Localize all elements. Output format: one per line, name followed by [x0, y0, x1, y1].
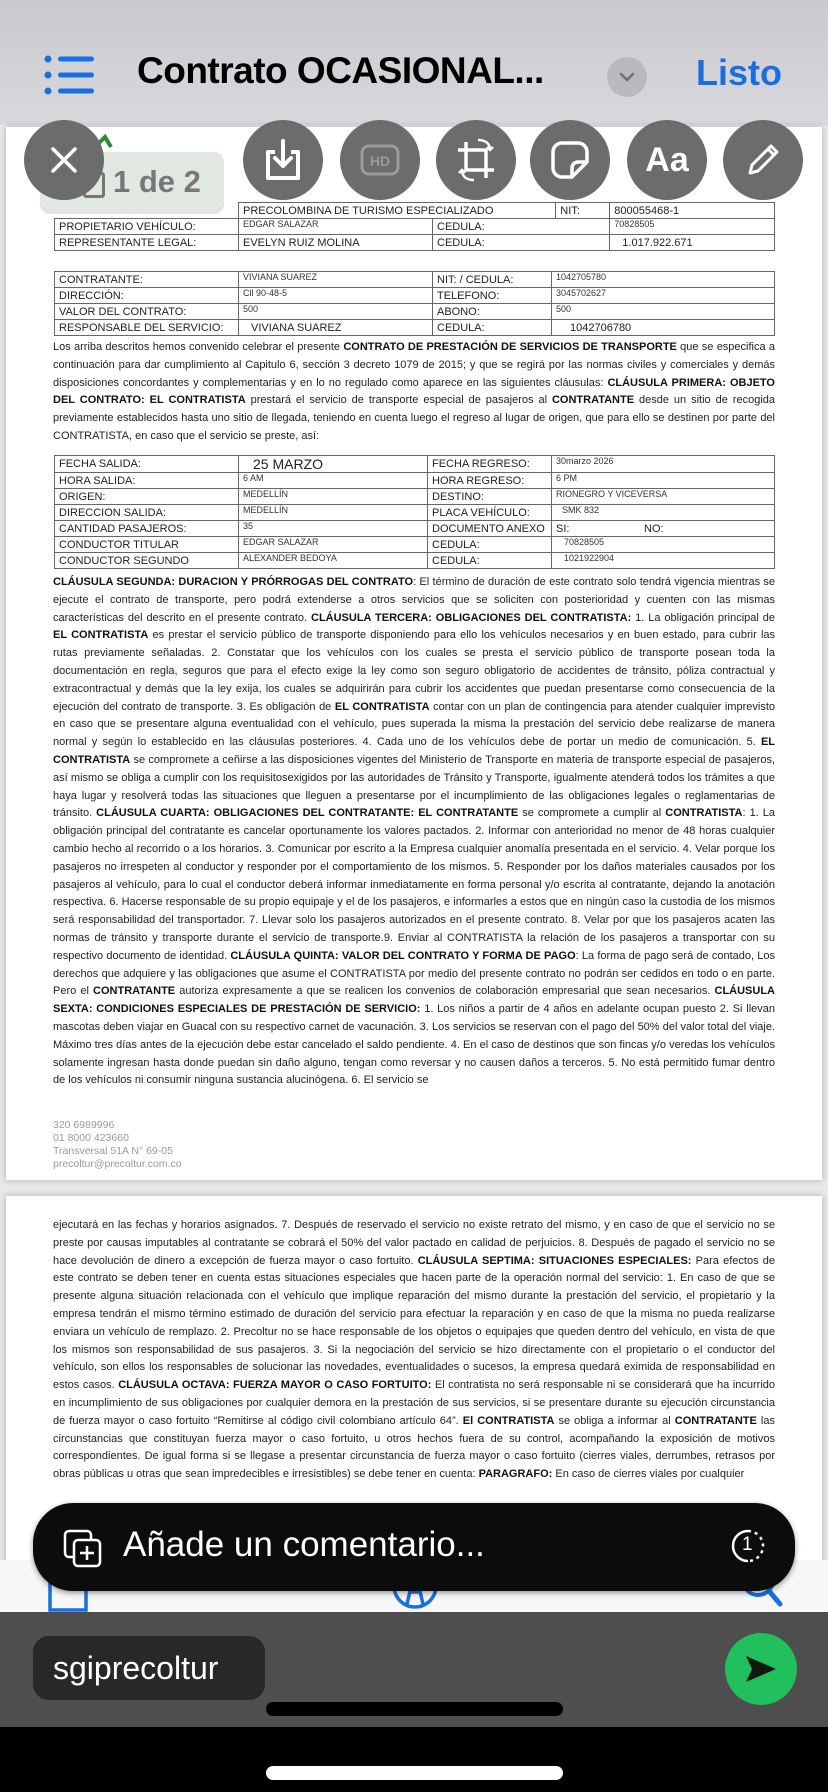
text: autoriza expresamente a que se realicen los convenios de colaboración empresarial que sean necesarios.	[175, 985, 715, 998]
table-row	[55, 553, 775, 569]
footer-email: precoltur@precoltur.com.co	[53, 1158, 182, 1170]
cell-label: NIT: / CEDULA:	[433, 272, 552, 288]
cell-value: 3045702627	[552, 288, 775, 304]
navigation-bar	[0, 0, 828, 125]
cell-label: DOCUMENTO ANEXO	[428, 521, 552, 537]
cell-label: CEDULA:	[433, 320, 552, 336]
cell-value: 6 PM	[552, 473, 775, 489]
footer-address: Transversal 51A N° 69-05	[53, 1145, 173, 1157]
text: ejecutará en las fechas y horarios asignados. 7. Después de reservado el servicio no existe retrato del mismo, y en caso de que el servicio no se preste por causas imputables al contratante se cobrará el 50% del valor pactado en calidad de perjuicios. 8. Después de pagado el servicio no se hace devolución de dinero a excepción de fuerza mayor o caso fortuito.	[53, 1219, 775, 1267]
table-row	[55, 272, 775, 288]
company-contact-footer	[53, 1119, 182, 1171]
list-icon[interactable]	[44, 55, 96, 95]
bold-text: CONTRATANTE	[551, 394, 635, 407]
table-row	[55, 235, 775, 251]
cell-label: CANTIDAD PASAJEROS:	[55, 521, 239, 537]
cell-value: 35	[239, 521, 428, 537]
clause-heading: CLÁUSULA SEPTIMA: SITUACIONES ESPECIALES:	[417, 1254, 692, 1267]
text: : La forma de pago será de contado, Los derechos que adquiere y las obligaciones que asume el CONTRATISTA por medio del presente contrato no podrán ser cedidos en todo o en parte. Pero el	[53, 949, 775, 998]
cell-label: HORA REGRESO:	[428, 473, 552, 489]
cell-label: CEDULA:	[433, 219, 610, 235]
cell-label: PLACA VEHÍCULO:	[428, 505, 552, 521]
bold-text: EL CONTRATISTA	[53, 736, 775, 766]
annex-yes: SI:	[552, 521, 641, 537]
text: En caso de cierres viales por cualquier	[552, 1468, 745, 1481]
save-icon	[263, 138, 303, 182]
cell-label: PROPIETARIO VEHÍCULO:	[55, 219, 239, 235]
text-button[interactable]	[627, 120, 707, 200]
table-row	[55, 537, 775, 553]
cell-value: MEDELLÍN	[239, 505, 428, 521]
text: se compromete a ceñirse a las disposiciones vigentes del Ministerio de Transporte en materia de transporte especial de pasajeros, así mismo se obliga a cumplir con los requisitosexigidos por las autoridades de Tránsito y Transporte, igualmente atenderá todos los trámites a que haya lugar y resolverá todas las situaciones que lleguen a presentarse por el incumplimiento de las obligaciones legales o reglamentarias de tránsito.	[53, 753, 775, 820]
cell-label: FECHA REGRESO:	[428, 456, 552, 473]
cell-label: TELEFONO:	[433, 288, 552, 304]
comment-placeholder[interactable]: Añade un comentario...	[123, 1525, 485, 1564]
cell-value: 70828505	[552, 537, 775, 553]
cell-value: 1042706780	[552, 320, 775, 336]
table-row	[55, 304, 775, 320]
home-indicator[interactable]	[266, 1766, 563, 1780]
close-icon	[49, 145, 79, 175]
clause-heading: CLÁUSULA OCTAVA: FUERZA MAYOR O CASO FORTUITO:	[118, 1379, 432, 1392]
text: : 1. La obligación principal del contratante es cancelar oportunamente los valores pactados. 2. Informar con anterioridad no menor de 48 horas cualquier cambio hecho al recorrido o a los horarios. 3. Comunicar por escrito a la Empresa cualquier anomalía presentada en el servicio. 4. Velar porque los pasajeros no irrespeten al conductor y responder por el comportamiento de los mismos. 5. Responder por los daños materiales causados por los pasajeros al vehículo, para lo cual el conductor deberá informar inmediatamente en forma personal y/o escrita al contratante, dejando la anotación respectiva. 6. Hacerse responsable de su propio equipaje y el de los pasajeros, e informarles a estos que en ningún caso la custodia de los mismos será responsabilidad del transportador. 7. Llevar solo los pasajeros autorizados en el presente contrato. 8. Velar por que los pasajeros acaten las normas de tránsito y transporte durante el servicio de transporte.9. Enviar al CONTRATISTA la relación de los pasajeros a transportar con su respectivo documento de identidad.	[53, 807, 776, 962]
cell-value: ALEXANDER BEDOYA	[239, 553, 428, 569]
draw-button[interactable]	[723, 120, 803, 200]
table-row	[55, 320, 775, 336]
cell-value: 500	[552, 304, 775, 320]
cell-label: CEDULA:	[428, 537, 552, 553]
view-once-button[interactable]	[731, 1529, 765, 1563]
sheet-grabber[interactable]	[266, 1702, 563, 1716]
bold-text: EL CONTRATISTA	[334, 700, 430, 713]
cell-label: ABONO:	[433, 304, 552, 320]
text: : El término de duración de este contrato solo tendrá vigencia mientras se ejecute el contrato de transporte, pero podrá extenderse a otros servicios que se soliciten con posterioridad y cuenten con las mismas características del descrito en el presente contrato.	[53, 576, 776, 624]
cell-label: CEDULA:	[433, 235, 610, 251]
crop-rotate-button[interactable]	[436, 120, 516, 200]
clause-heading: CLÁUSULA TERCERA: OBLIGACIONES DEL CONTRATISTA:	[311, 611, 632, 624]
sticker-button[interactable]	[530, 120, 610, 200]
text: El contratista no será responsable ni se considerará que ha incurrido en incumplimiento de sus obligaciones por cualquier demora en la prestación de sus servicios, si se presentare durante su ejecución circunstancia de fuerza mayor o caso fortuito “Remitirse al código civil colombiano artículo 64”.	[53, 1379, 775, 1427]
cell-value: Cll 90-48-5	[239, 288, 433, 304]
close-button[interactable]	[24, 120, 104, 200]
table-row	[55, 288, 775, 304]
trip-table	[54, 455, 775, 569]
text: 1. Los niños a partir de 4 años en adelante ocupan puesto 2. Si llevan mascotas deben viajar en Guacal con su respectivo carnet de vacunación. 3. Los servicios se reservan con el pago del 50% del valor total del viaje. Máximo tres días antes de la ejecución debe estar cancelado el saldo pendiente. 4. En el caso de destinos que son fincas y/o veredas los vehículos solamente ingresan hasta donde puedan sin daño alguno, tengan como reversar y no causen daños a terceros. 5. No está permitido fumar dentro de los vehículos ni consumir ninguna sustancia alucinógena. 6. El servicio se	[53, 1003, 776, 1087]
cell-label: ORIGEN:	[55, 489, 239, 505]
cell-value: EDGAR SALAZAR	[239, 219, 433, 235]
text: prestará el servicio de transporte especial de pasajeros al	[245, 394, 552, 407]
clause-heading: CLÁUSULA QUINTA: VALOR DEL CONTRATO Y FORMA DE PAGO	[230, 949, 576, 962]
recipient-name: sgiprecoltur	[53, 1650, 219, 1686]
clause-heading: CLÁUSULA SEXTA: CONDICIONES ESPECIALES DE PRESTACIÓN DE SERVICIO:	[53, 985, 775, 1016]
cell-value: 500	[239, 304, 433, 320]
bold-text: PARAGRAFO:	[478, 1468, 553, 1481]
contract-clauses-page-2	[53, 1217, 775, 1507]
clause-heading: CLÁUSULA PRIMERA: OBJETO DEL CONTRATO: EL CONTRATISTA	[53, 376, 775, 407]
clause-heading: CLÁUSULA SEGUNDA: DURACION Y PRÓRROGAS DEL CONTRATO	[53, 576, 414, 588]
cell-value: 30marzo 2026	[552, 456, 775, 473]
cell-value: EVELYN RUIZ MOLINA	[239, 235, 433, 251]
crop-rotate-icon	[454, 136, 498, 184]
cell-value: VIVIANA SUAREZ	[239, 272, 433, 288]
cell-label: CONDUCTOR TITULAR	[55, 537, 239, 553]
document-title[interactable]: Contrato OCASIONAL...	[137, 50, 544, 91]
cell-label: FECHA SALIDA:	[55, 456, 239, 473]
cell-value: EDGAR SALAZAR	[239, 537, 428, 553]
chevron-down-icon	[619, 72, 635, 82]
cell-value: VIVIANA SUAREZ	[239, 320, 433, 336]
company-nit: 800055468-1	[610, 203, 775, 219]
send-icon	[744, 1654, 778, 1684]
text: es prestar el servicio público de transporte disponiendo para ello los vehículos necesarios y en buen estado, para cubrir las rutas previamente señaladas. 2. Constatar que los vehículos con los cuales se presta el servicio público de transporte posean toda la documentación en regla, seguros que para el efecto exige la ley como son seguro obligatorio de accidentes de tránsito, póliza contractual y extracontractual y demás que la ley exija, los cuales se adquirirán para cubrir los accidentes que puedan presentarse como consecuencia de la ejecución del contrato de transporte. 3. Es obligación de	[53, 629, 776, 713]
home-indicator-area	[0, 1727, 828, 1792]
cell-value: 25 MARZO	[239, 456, 428, 473]
bold-text: CONTRATANTE	[674, 1414, 757, 1427]
text: las circunstancias que constituyan fuerza mayor o caso fortuito, u otros hechos fuera de su control, acompañando la exposición de motivos correspondientes. De igual forma si se llegase a presentar circunstancia de fuerza mayor o caso fortuito (cierres viales, derrumbes, retrasos por obras públicas u otras que sean impredecibles e irresistibles) se debe tener en cuenta:	[53, 1414, 775, 1481]
cell-label: CONTRATANTE:	[55, 272, 239, 288]
table-row	[55, 505, 775, 521]
text: se obliga a informar al	[554, 1414, 675, 1427]
text: 1. La obligación principal de	[631, 611, 776, 624]
cell-value: SMK 832	[552, 505, 775, 521]
table-row	[55, 456, 775, 473]
footer-phone: 01 8000 423660	[53, 1132, 129, 1144]
cell-label: HORA SALIDA:	[55, 473, 239, 489]
svg-text:HD: HD	[369, 153, 391, 169]
cell-value: 1042705780	[552, 272, 775, 288]
text: que se especifica a continuación para dar cumplimiento al Capitulo 6, sección 3 decreto 1079 de 2015; y que se regirá por las normas civiles y comerciales y demás disposiciones concordantes y complementarias y en lo no regulado como aparece en las siguientes cláusulas:	[53, 341, 775, 389]
cell-value: RIONEGRO Y VICEVERSA	[552, 489, 775, 505]
text: Para efectos de este contrato se deben tener en cuenta estas situaciones especiales que hacen parte de la operación normal del servicio: 1. En caso de que se presente alguna situación relacionada con el vehículo que implique reparación del mismo durante la prestación del servicio, el propietario y la empresa tendrán el mismo término estimado de duración del servicio para efectuar la reparación y en caso de que la misma no pueda realizarse enviara un vehículo de remplazo. 2. Precoltur no se hace responsable de los objetos o equipajes que queden dentro del vehículo, en vista de que los mismos son responsabilidad de sus pasajeros. 3. Si la negociación del servicio se hizo directamente con el propietario o el conductor del vehículo, son ellos los responsables de solucionar las novedades, eventualidades o sucesos, la empresa quedará eximida de responsabilidad en estos casos.	[53, 1254, 775, 1392]
company-name: PRECOLOMBINA DE TURISMO ESPECIALIZADO	[239, 203, 556, 219]
hd-button[interactable]	[340, 120, 420, 200]
sticker-icon	[550, 140, 590, 180]
pencil-icon	[744, 141, 782, 179]
table-row	[55, 473, 775, 489]
done-button[interactable]: Listo	[696, 52, 782, 93]
cell-value: 70828505	[610, 219, 775, 235]
table-row	[55, 219, 775, 235]
text: se compromete a cumplir al	[518, 807, 666, 820]
cell-value: 6 AM	[239, 473, 428, 489]
bold-text: CONTRATISTA	[665, 807, 743, 820]
cell-label: DIRECCION SALIDA:	[55, 505, 239, 521]
cell-label: DIRECCIÓN:	[55, 288, 239, 304]
cell-label: DESTINO:	[428, 489, 552, 505]
bold-text: CONTRATANTE	[93, 985, 176, 998]
bold-text: CONTRATO DE PRESTACIÓN DE SERVICIOS DE TRANSPORTE	[343, 341, 677, 353]
cell-value: MEDELLÍN	[239, 489, 428, 505]
clause-heading: CLÁUSULA CUARTA: OBLIGACIONES DEL CONTRATANTE: EL CONTRATANTE	[96, 807, 519, 820]
bold-text: EL CONTRATISTA	[53, 629, 149, 642]
cell-value: 1021922904	[552, 553, 775, 569]
contract-intro	[53, 339, 775, 446]
table-row	[55, 521, 775, 537]
cell-label: CONDUCTOR SEGUNDO	[55, 553, 239, 569]
cell-label: NIT:	[556, 203, 610, 219]
text-icon: Aa	[645, 140, 689, 179]
cell-label: CEDULA:	[428, 553, 552, 569]
cell-label: VALOR DEL CONTRATO:	[55, 304, 239, 320]
comment-input[interactable]	[33, 1503, 795, 1591]
recipient-chip[interactable]	[33, 1636, 265, 1700]
annex-no: NO:	[640, 521, 775, 537]
save-button[interactable]	[243, 120, 323, 200]
contract-clauses-page-1	[53, 574, 775, 1090]
bold-text: El CONTRATISTA	[462, 1414, 555, 1427]
cell-label: REPRESENTANTE LEGAL:	[55, 235, 239, 251]
client-table	[54, 271, 775, 336]
cell-label: RESPONSABLE DEL SERVICIO:	[55, 320, 239, 336]
send-button[interactable]	[725, 1633, 797, 1705]
cell-value: 1.017.922.671	[610, 235, 775, 251]
add-media-icon[interactable]	[63, 1529, 103, 1569]
text: desde un sitio de recogida previamente establecidos hasta uno sitio de llegada, teniendo en cuenta luego el regreso al lugar de origen, que para ello se destinen por parte del CONTRATISTA, en caso que el servicio se preste, así:	[53, 394, 775, 442]
hd-icon	[360, 144, 400, 176]
page-indicator-text: 1 de 2	[113, 164, 201, 199]
text: Los arriba descritos hemos convenido celebrar el presente	[53, 341, 344, 353]
table-row	[55, 489, 775, 505]
footer-phone: 320 6989996	[53, 1119, 115, 1131]
title-menu-button[interactable]	[607, 57, 647, 97]
view-once-count: 1	[742, 1534, 753, 1555]
text: contar con un plan de contingencia para atender cualquier imprevisto en caso que se presentare alguna eventualidad con el vehículo, pues superada la misma la prestación del servicio debe realizarse de manera normal y según lo establecido en las cláusulas posteriores. 4. Cada uno de los vehículos debe de portar un medio de comunicación. 5.	[53, 700, 775, 749]
